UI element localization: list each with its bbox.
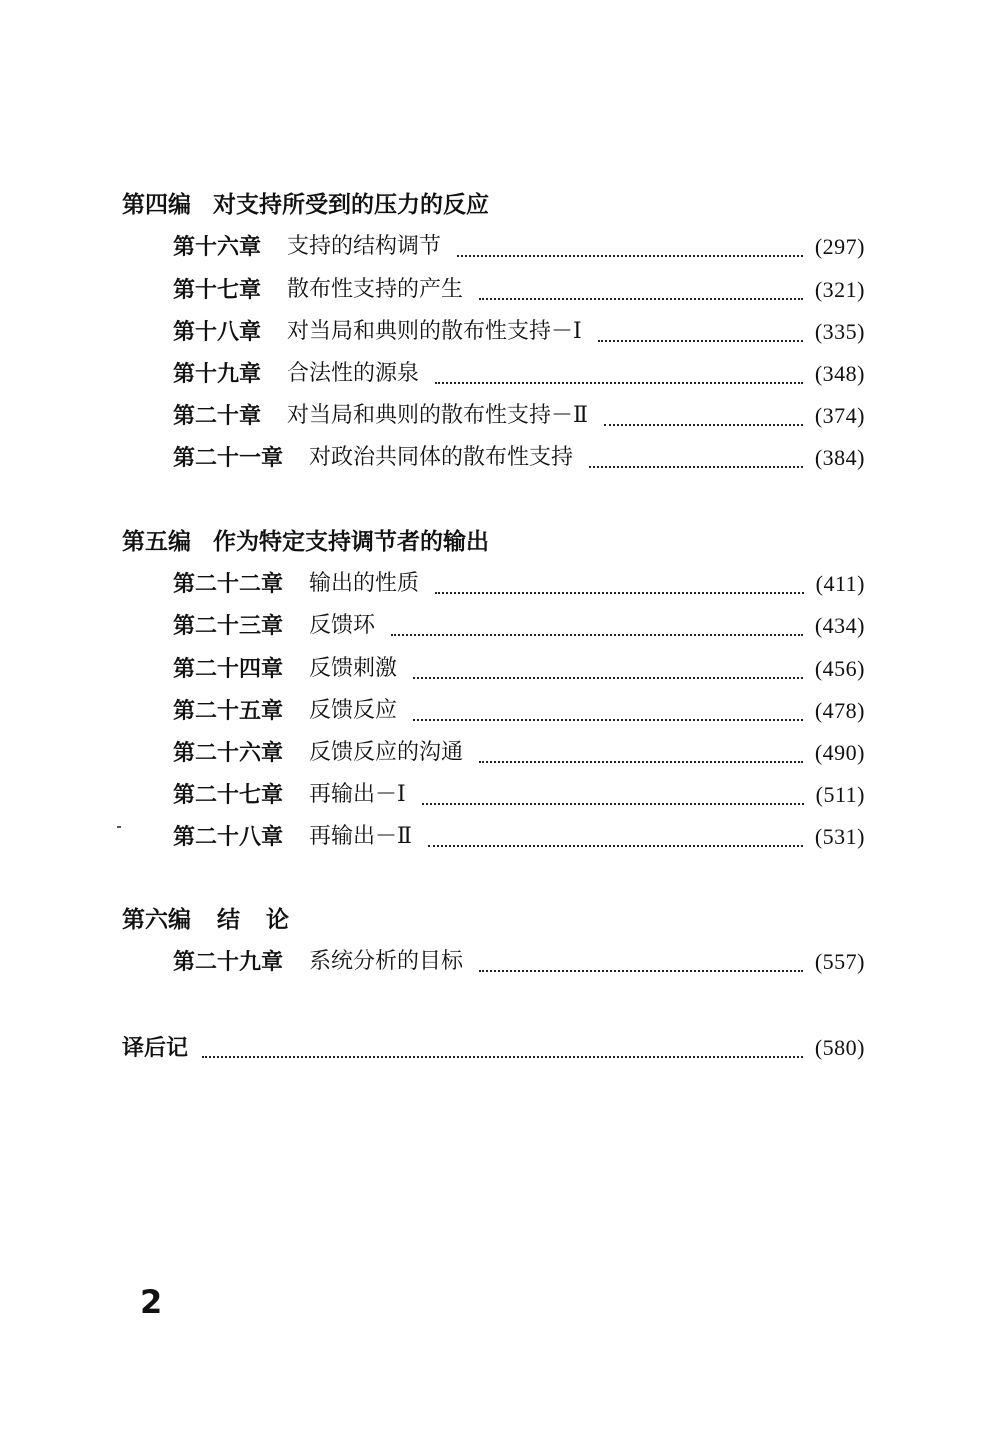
toc-entry[interactable]: [173, 610, 865, 642]
afterword-label: 译后记: [122, 1035, 189, 1061]
chapter-title: 散布性支持的产生: [287, 277, 464, 302]
page-ref: (456): [814, 656, 865, 681]
dot-leader: [598, 318, 803, 342]
toc-entry[interactable]: [173, 400, 865, 432]
chapter-label: 第二十章: [173, 403, 262, 429]
chapter-label: 第二十五章: [173, 698, 284, 724]
toc-entry[interactable]: [173, 695, 865, 727]
part-title: [122, 526, 489, 558]
page-ref: (531): [814, 824, 865, 849]
dot-leader: [422, 781, 804, 805]
part-title: [122, 904, 315, 936]
chapter-title: 反馈反应的沟通: [309, 740, 464, 765]
toc-entry[interactable]: [173, 779, 865, 811]
dot-leader: [428, 823, 803, 847]
chapter-label: 第十六章: [173, 234, 262, 260]
page-ref: (384): [814, 445, 865, 470]
part-label: 第四编: [122, 191, 191, 218]
part-label: 第六编: [122, 906, 191, 933]
part-label: 第五编: [122, 528, 191, 555]
chapter-title: 输出的性质: [309, 571, 420, 596]
toc-entry[interactable]: [173, 737, 865, 769]
part-name: 结论: [217, 906, 315, 933]
dot-leader: [479, 276, 803, 300]
page-ref: (411): [815, 571, 865, 596]
dot-leader: [589, 444, 803, 468]
page-ref: (511): [815, 782, 865, 807]
page-ref: (321): [814, 277, 865, 302]
chapter-label: 第二十二章: [173, 571, 284, 597]
chapter-label: 第十八章: [173, 319, 262, 345]
page-ref: (580): [814, 1035, 865, 1060]
chapter-title: 反馈环: [309, 613, 376, 638]
page-ref: (557): [814, 949, 865, 974]
dot-leader: [479, 948, 803, 972]
chapter-label: 第二十四章: [173, 656, 284, 682]
page-ref: (434): [814, 613, 865, 638]
dot-leader: [391, 612, 803, 636]
chapter-label: 第二十三章: [173, 613, 284, 639]
page-number: 2: [140, 1283, 163, 1321]
dot-leader: [413, 697, 803, 721]
chapter-title: 对政治共同体的散布性支持: [309, 445, 574, 470]
dot-leader: [413, 655, 803, 679]
page-ref: (297): [814, 234, 865, 259]
page-ref: (490): [814, 740, 865, 765]
toc-entry[interactable]: [173, 568, 865, 600]
toc-entry-afterword[interactable]: [122, 1032, 865, 1064]
part-name: 对支持所受到的压力的反应: [213, 191, 489, 218]
part-title: [122, 189, 489, 221]
chapter-title: 支持的结构调节: [287, 234, 442, 259]
dot-leader: [479, 739, 803, 763]
chapter-label: 第十九章: [173, 361, 262, 387]
chapter-title: 对当局和典则的散布性支持－Ⅰ: [287, 319, 582, 344]
dot-leader: [202, 1034, 803, 1058]
toc-entry[interactable]: [173, 653, 865, 685]
chapter-title: 再输出－Ⅱ: [309, 824, 412, 849]
toc-entry[interactable]: [173, 358, 865, 390]
dot-leader: [435, 570, 804, 594]
dot-leader: [457, 233, 803, 257]
chapter-label: 第二十八章: [173, 824, 284, 850]
toc-entry[interactable]: [173, 821, 865, 853]
page-ref: (348): [814, 361, 865, 386]
chapter-label: 第二十九章: [173, 949, 284, 975]
chapter-title: 系统分析的目标: [309, 949, 464, 974]
chapter-label: 第二十六章: [173, 740, 284, 766]
chapter-title: 反馈反应: [309, 698, 398, 723]
page-ref: (478): [814, 698, 865, 723]
toc-entry[interactable]: [173, 274, 865, 306]
chapter-label: 第十七章: [173, 277, 262, 303]
chapter-title: 合法性的源泉: [287, 361, 420, 386]
chapter-label: 第二十七章: [173, 782, 284, 808]
part-name: 作为特定支持调节者的输出: [213, 528, 489, 555]
chapter-title: 反馈刺激: [309, 656, 398, 681]
dot-leader: [604, 402, 803, 426]
page-ref: (374): [814, 403, 865, 428]
chapter-title: 再输出－Ⅰ: [309, 782, 406, 807]
toc-entry[interactable]: [173, 946, 865, 978]
chapter-label: 第二十一章: [173, 445, 284, 471]
dot-leader: [435, 360, 803, 384]
toc-entry[interactable]: [173, 231, 865, 263]
page-ref: (335): [814, 319, 865, 344]
toc-entry[interactable]: [173, 316, 865, 348]
scan-speck: [117, 826, 121, 828]
chapter-title: 对当局和典则的散布性支持－Ⅱ: [287, 403, 588, 428]
toc-entry[interactable]: [173, 442, 865, 474]
